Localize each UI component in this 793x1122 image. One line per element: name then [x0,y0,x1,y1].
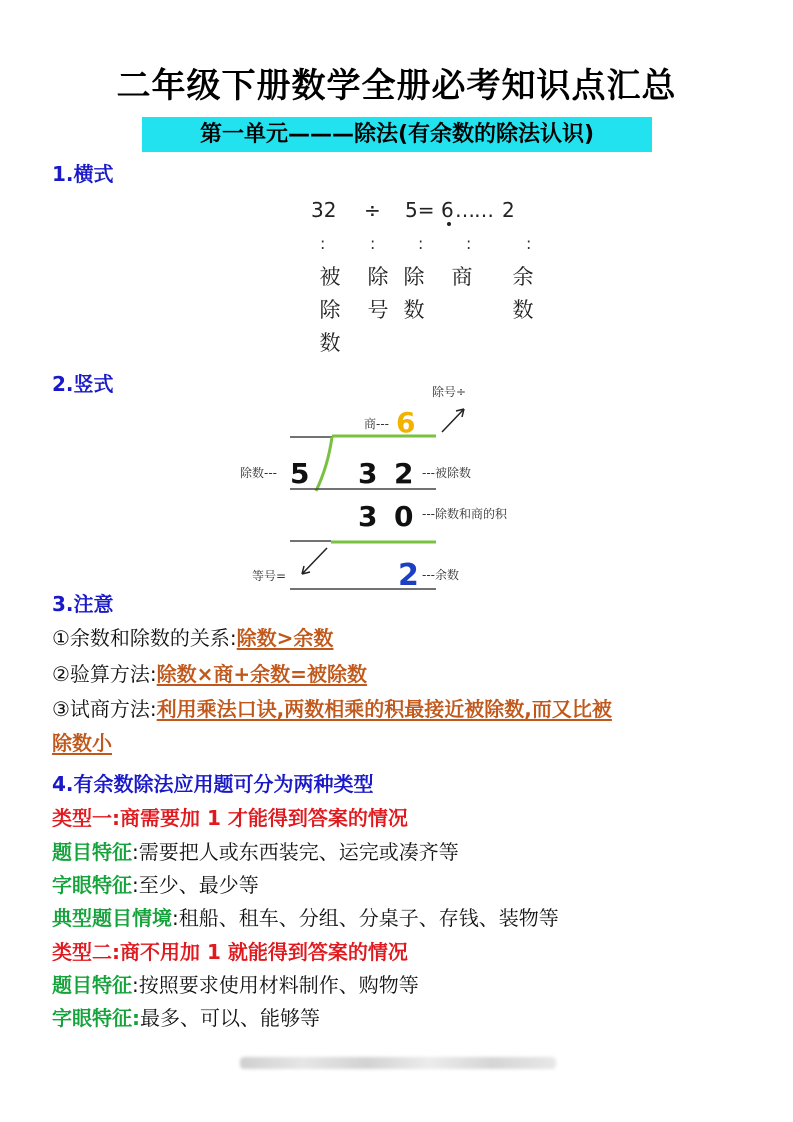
label-div-sign: 除 号 [367,265,389,322]
type1-feature-scenarios: 典型题目情境:租船、租车、分组、分桌子、存钱、装物等 [52,906,559,930]
colon-5: : [526,234,532,253]
label-quotient: 商 [451,265,473,289]
product-label: ---除数和商的积 [422,507,507,521]
equation-remainder: 2 [502,198,515,222]
type1-title: 类型一:商需要加 1 才能得到答案的情况 [52,806,408,830]
equation-divisor: 5= [405,198,435,222]
label-dividend: 被 除 数 [319,265,341,355]
label-divisor: 除 数 [403,265,425,322]
product-digit-2: 0 [394,500,414,533]
dividend-label: ---被除数 [422,466,471,480]
colon-2: : [370,234,376,253]
colon-3: : [418,234,424,253]
equals-label: 等号= [252,569,287,583]
type1-feature-problem: 题目特征:需要把人或东西装完、运完或凑齐等 [52,840,459,864]
divisor-digit: 5 [290,457,310,490]
section-heading-vertical: 2.竖式 [52,372,114,396]
blurred-footer [240,1057,556,1069]
unit-header: 第一单元———除法(有余数的除法认识) [142,117,652,152]
dividend-digit-2: 2 [394,457,414,490]
product-digit-1: 3 [358,500,378,533]
remainder-digit: 2 [398,558,419,592]
note-trial-quotient-cont: 除数小 [52,731,112,755]
equation-div-sign: ÷ [364,198,381,222]
divisor-label: 除数--- [240,466,277,480]
equation-dividend: 32 [311,198,337,222]
colon-1: : [320,234,326,253]
section-heading-notes: 3.注意 [52,592,114,616]
equation-dots: …… [455,198,493,222]
page-title: 二年级下册数学全册必考知识点汇总 [116,66,677,106]
type2-title: 类型二:商不用加 1 就能得到答案的情况 [52,940,408,964]
dividend-digit-1: 3 [358,457,378,490]
type2-feature-keywords: 字眼特征:最多、可以、能够等 [52,1006,320,1030]
long-division-diagram [236,376,548,592]
note-trial-quotient: ③试商方法:利用乘法口诀,两数相乘的积最接近被除数,而又比被 [52,697,612,721]
section-heading-word-problems: 4.有余数除法应用题可分为两种类型 [52,772,374,796]
type1-feature-keywords: 字眼特征:至少、最少等 [52,873,259,897]
quotient-dot [447,222,451,226]
section-heading-horizontal: 1.横式 [52,162,114,186]
equation-quotient: 6 [441,198,454,222]
note-check-method: ②验算方法:除数×商+余数=被除数 [52,662,367,686]
type2-feature-problem: 题目特征:按照要求使用材料制作、购物等 [52,973,419,997]
remainder-label: ---余数 [422,568,459,582]
quotient-digit: 6 [396,406,416,439]
colon-4: : [466,234,472,253]
quotient-label: 商--- [364,417,389,431]
div-sign-label: 除号÷ [432,385,467,399]
label-remainder: 余 数 [512,265,534,322]
note-remainder-relation: ①余数和除数的关系:除数>余数 [52,626,334,650]
